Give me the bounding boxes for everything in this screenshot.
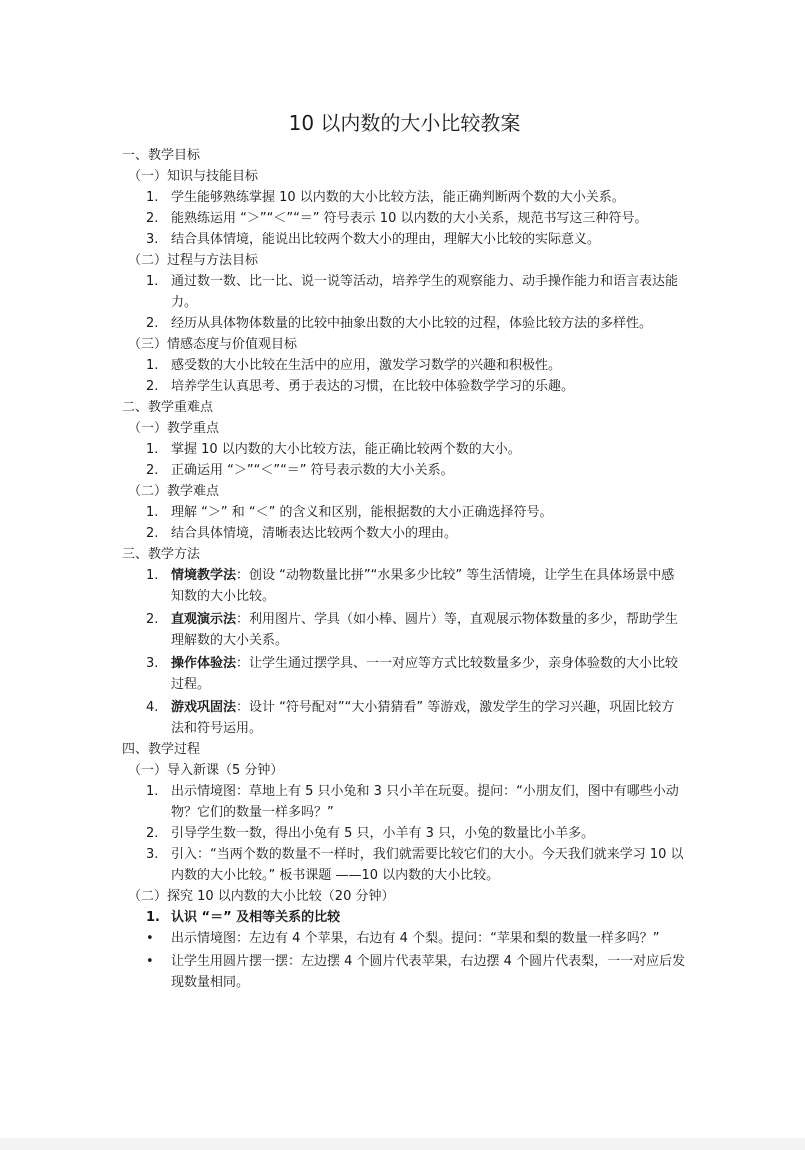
list-number: 1. [146, 442, 159, 457]
list-item: 2. 引导学生数一数，得出小兔有 5 只，小羊有 3 只，小兔的数量比小羊多。 [122, 823, 687, 844]
list-item: 1. 情境教学法：创设 “动物数量比拼”“水果多少比较” 等生活情境，让学生在具体场景中感知数的大小比较。 [122, 565, 687, 607]
subsection-heading: （二）教学难点 [128, 484, 220, 499]
list-number: 3. [146, 847, 159, 862]
list-number: 4. [146, 700, 159, 715]
list-number: 3. [146, 232, 159, 247]
point-heading: 认识 “＝” 及相等关系的比较 [171, 910, 341, 925]
list-number: 2. [146, 379, 159, 394]
page-title: 10 以内数的大小比较教案 [288, 111, 521, 135]
list-item: 1. 出示情境图：草地上有 5 只小兔和 3 只小羊在玩耍。提问：“小朋友们，图中有哪些小动物？它们的数量一样多吗？” [122, 781, 687, 823]
list-number: 1. [146, 910, 160, 925]
method-label: 直观演示法 [171, 612, 237, 627]
list-number: 1. [146, 274, 159, 289]
list-item: 2. 经历从具体物体数量的比较中抽象出数的大小比较的过程，体验比较方法的多样性。 [122, 313, 687, 334]
list-item [122, 907, 687, 928]
list-number: 2. [146, 612, 159, 627]
list-number: 2. [146, 526, 159, 541]
document-body [122, 108, 687, 993]
list-item: 1. 掌握 10 以内数的大小比较方法，能正确比较两个数的大小。 [122, 439, 687, 460]
bullet-icon: • [146, 931, 154, 946]
list-number: 2. [146, 316, 159, 331]
list-item: 2. 结合具体情境，清晰表达比较两个数大小的理由。 [122, 523, 687, 544]
list-number: 1. [146, 358, 159, 373]
method-label: 游戏巩固法 [171, 700, 237, 715]
section-heading: 二、教学重难点 [122, 400, 214, 415]
bullet-item: • 出示情境图：左边有 4 个苹果，右边有 4 个梨。提问：“苹果和梨的数量一样多吗？” [122, 928, 687, 949]
list-item: 4. 游戏巩固法：设计 “符号配对”“大小猜猜看” 等游戏，激发学生的学习兴趣，巩固比较方法和符号运用。 [122, 697, 687, 739]
subsection-heading: （三）情感态度与价值观目标 [128, 337, 298, 352]
subsection-heading: （一）导入新课（5 分钟） [128, 763, 284, 778]
section-heading: 一、教学目标 [122, 148, 201, 163]
section-heading: 四、教学过程 [122, 742, 201, 757]
subsection-heading: （二）探究 10 以内数的大小比较（20 分钟） [128, 889, 395, 904]
list-number: 3. [146, 656, 159, 671]
subsection-heading: （二）过程与方法目标 [128, 253, 259, 268]
bullet-icon: • [146, 954, 154, 969]
list-item: 2. 正确运用 “＞”“＜”“＝” 符号表示数的大小关系。 [122, 460, 687, 481]
list-number: 1. [146, 568, 159, 583]
list-item: 3. 引入：“当两个数的数量不一样时，我们就需要比较它们的大小。今天我们就来学习 10 以内数的大小比较。” 板书课题 ——10 以内数的大小比较。 [122, 844, 687, 886]
list-item: 2. 培养学生认真思考、勇于表达的习惯，在比较中体验数学学习的乐趣。 [122, 376, 687, 397]
method-label: 操作体验法 [171, 656, 237, 671]
section-heading: 三、教学方法 [122, 547, 201, 562]
list-item: 1. 通过数一数、比一比、说一说等活动，培养学生的观察能力、动手操作能力和语言表达能力。 [122, 271, 687, 313]
list-number: 2. [146, 211, 159, 226]
list-item: 1. 学生能够熟练掌握 10 以内数的大小比较方法，能正确判断两个数的大小关系。 [122, 187, 687, 208]
subsection-heading: （一）教学重点 [128, 421, 220, 436]
list-number: 2. [146, 826, 159, 841]
list-item: 2. 能熟练运用 “＞”“＜”“＝” 符号表示 10 以内数的大小关系，规范书写这三种符号。 [122, 208, 687, 229]
list-item: 3. 结合具体情境，能说出比较两个数大小的理由，理解大小比较的实际意义。 [122, 229, 687, 250]
list-number: 1. [146, 784, 159, 799]
list-number: 2. [146, 463, 159, 478]
bullet-item: • 让学生用圆片摆一摆：左边摆 4 个圆片代表苹果，右边摆 4 个圆片代表梨，一一对应后发现数量相同。 [122, 951, 687, 993]
list-item: 1. 理解 “＞” 和 “＜” 的含义和区别，能根据数的大小正确选择符号。 [122, 502, 687, 523]
method-label: 情境教学法 [171, 568, 237, 583]
subsection-heading: （一）知识与技能目标 [128, 169, 259, 184]
list-item: 1. 感受数的大小比较在生活中的应用，激发学习数学的兴趣和积极性。 [122, 355, 687, 376]
list-number: 1. [146, 505, 159, 520]
list-item: 2. 直观演示法：利用图片、学具（如小棒、圆片）等，直观展示物体数量的多少，帮助学生理解数的大小关系。 [122, 609, 687, 651]
list-number: 1. [146, 190, 159, 205]
list-item: 3. 操作体验法：让学生通过摆学具、一一对应等方式比较数量多少，亲身体验数的大小比较过程。 [122, 653, 687, 695]
